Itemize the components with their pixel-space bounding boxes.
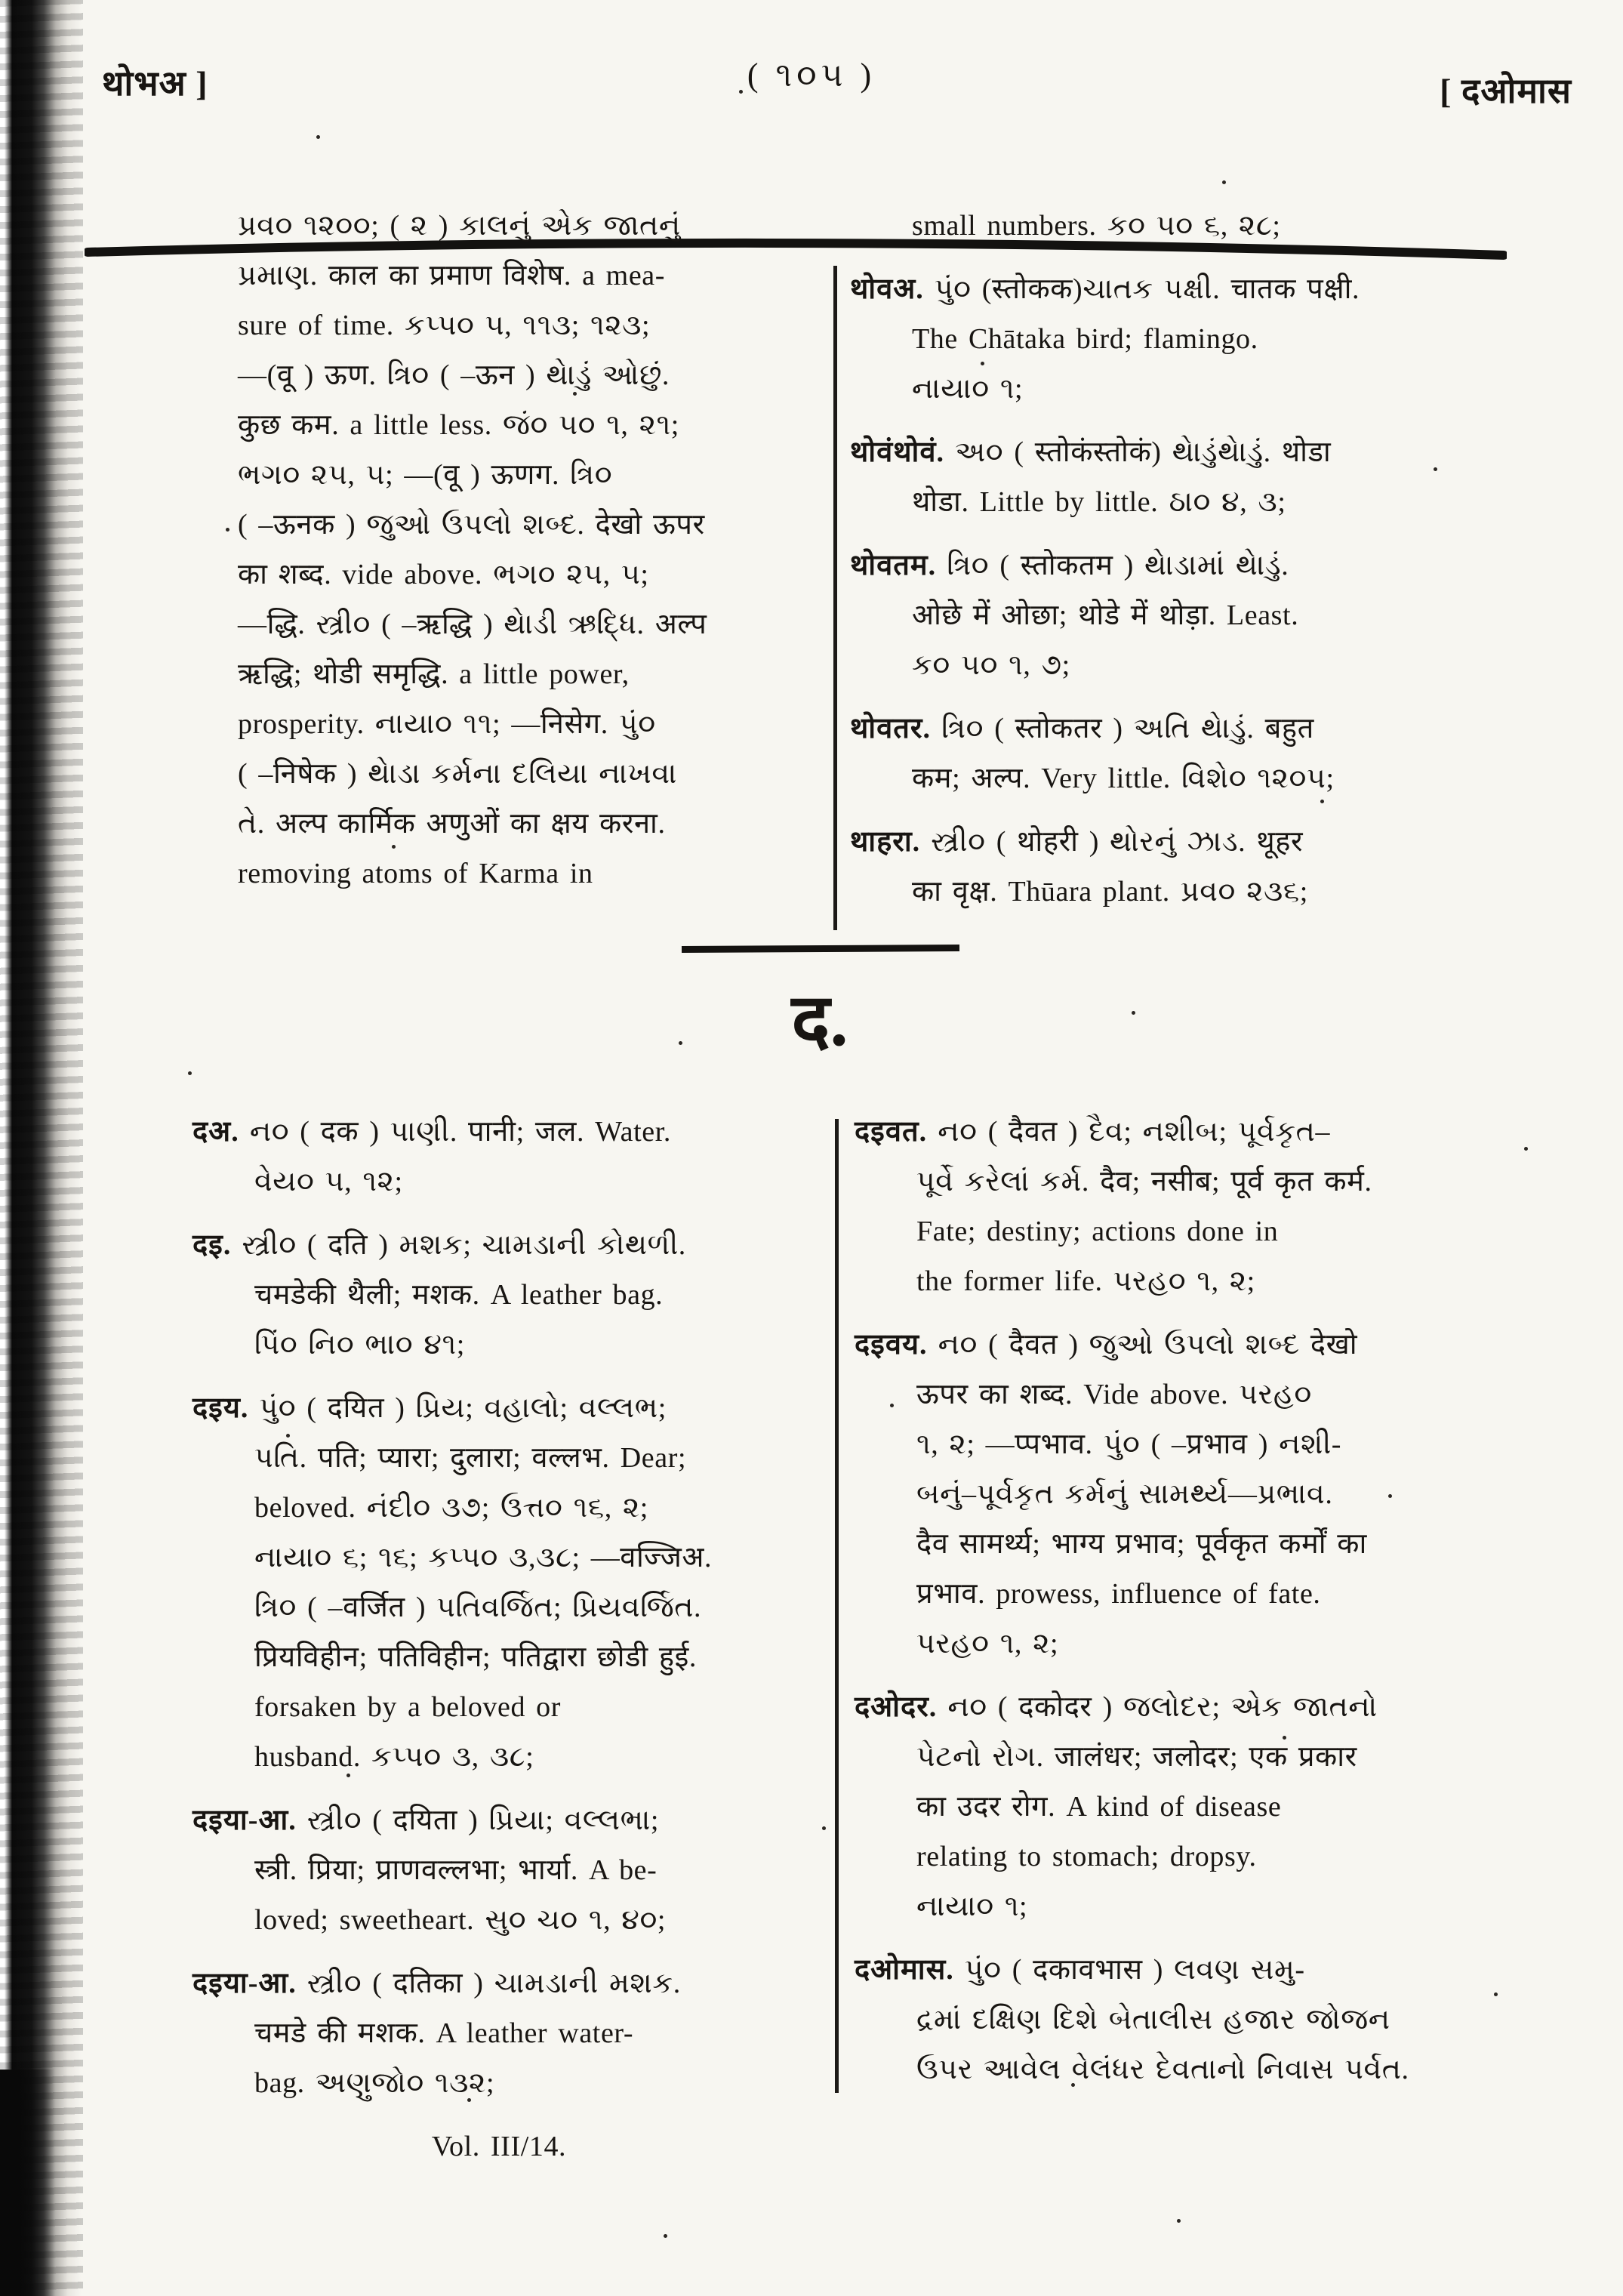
line-text: પું૦ (स्तोकक)ચાતક પક્ષી. चातक पक्षी. bbox=[923, 273, 1360, 305]
text-line bbox=[850, 314, 1573, 364]
upper-left-column bbox=[238, 201, 812, 898]
text-line bbox=[850, 364, 1573, 414]
line-text: ત્રિ૦ ( स्तोकतर ) અતિ થેાડું. बहुत bbox=[930, 713, 1314, 744]
line-text: कम; अल्प. Very little. વિશે૦ ૧૨૦૫; bbox=[912, 763, 1335, 794]
text-line bbox=[855, 1107, 1573, 1157]
text-line bbox=[192, 1959, 805, 2008]
line-text: का उदर रोग. A kind of disease bbox=[916, 1791, 1282, 1823]
headword: दइवत. bbox=[855, 1116, 928, 1148]
scan-noise-speckles bbox=[0, 0, 2, 2]
text-line bbox=[855, 1881, 1573, 1931]
text-line bbox=[238, 450, 812, 500]
line-text: બનું–પૂર્વકૃત કર્મનું સામર્થ્ય—પ્રભાવ. bbox=[916, 1478, 1333, 1510]
line-text: પિં૦ નિ૦ ભા૦ ૪૧; bbox=[254, 1329, 465, 1361]
line-text: સ્ત્રી૦ ( दतिका ) ચામડાની મશક. bbox=[296, 1968, 681, 1999]
text-line bbox=[238, 400, 812, 450]
line-text: ન૦ ( दैवत ) દૈવ; નશીબ; પૂર્વકૃત– bbox=[927, 1116, 1331, 1148]
text-line bbox=[238, 699, 812, 749]
line-text: का वृक्ष. Thūara plant. પ્રવ૦ ૨૩૬; bbox=[912, 876, 1308, 908]
text-line bbox=[855, 2045, 1573, 2094]
line-text: कुछ कम. a little less. જં૦ ૫૦ ૧, ૨૧; bbox=[238, 409, 679, 441]
line-text: અ૦ ( स्तोकंस्तोकं) થેાડુંથેાડું. थोडा bbox=[944, 436, 1332, 468]
text-line bbox=[855, 1782, 1573, 1832]
text-line bbox=[192, 1433, 805, 1483]
text-line bbox=[238, 500, 812, 550]
text-line bbox=[192, 1483, 805, 1533]
line-text: ૧, ૨; —प्पभाव. પું૦ ( –प्रभाव ) નશી- bbox=[916, 1428, 1342, 1460]
line-text: ન૦ ( दकोदर ) જલોદર; એક જાતનો bbox=[937, 1691, 1378, 1723]
text-line bbox=[238, 300, 812, 350]
line-text: removing atoms of Karma in bbox=[238, 858, 593, 889]
headword: दओमास. bbox=[855, 1954, 954, 1986]
text-line bbox=[850, 201, 1573, 251]
headword: थोवतम. bbox=[850, 550, 937, 581]
line-text: દ્રમાં દક્ષિણ દિશે બેતાલીસ હજાર જોજન bbox=[916, 2004, 1390, 2036]
text-line bbox=[850, 541, 1573, 590]
catchword-right: [ दओमास bbox=[1440, 72, 1572, 110]
line-text: વેય૦ ૫, ૧૨; bbox=[254, 1166, 403, 1197]
text-line bbox=[855, 1256, 1573, 1306]
line-text: પરહ૦ ૧, ૨; bbox=[916, 1628, 1059, 1660]
line-text: चमडे की मशक. A leather water- bbox=[254, 2017, 634, 2049]
line-text: ત્રિ૦ ( –वर्जित ) પતિવર્જિત; પ્રિયવર્જિત. bbox=[254, 1592, 702, 1623]
text-line bbox=[192, 1583, 805, 1632]
line-text: ऊपर का शब्द. Vide above. પરહ૦ bbox=[916, 1379, 1312, 1410]
text-line bbox=[192, 2008, 805, 2058]
text-line bbox=[850, 704, 1573, 754]
line-text: ( –निषेक ) થેાડા કર્મના દલિયા નાખવા bbox=[238, 758, 677, 790]
text-line bbox=[855, 1619, 1573, 1669]
text-line bbox=[850, 477, 1573, 527]
line-text: પૂર્વે કરેલાં કર્મ. दैव; नसीब; पूर्व कृत कर्म. bbox=[916, 1166, 1372, 1197]
upper-right-column bbox=[850, 201, 1573, 917]
headword: दइवय. bbox=[855, 1329, 928, 1361]
line-text: The Chātaka bird; flamingo. bbox=[912, 323, 1258, 355]
text-line bbox=[238, 749, 812, 799]
headword: दअ. bbox=[192, 1116, 239, 1148]
line-text: નાયા૦ ૧; bbox=[912, 373, 1024, 405]
scan-ink-blotch bbox=[0, 2069, 60, 2296]
scan-gutter-shadow bbox=[0, 0, 83, 2296]
line-text: ऋद्धि; थोडी समृद्धि. a little power, bbox=[238, 658, 630, 690]
line-text: પું૦ ( दकावभास ) લવણ સમુ- bbox=[953, 1954, 1305, 1986]
line-text: પેટનો રોગ. जालंधर; जलोदर; एक प्रकार bbox=[916, 1741, 1357, 1773]
text-line bbox=[192, 1732, 805, 1782]
line-text: સ્ત્રી૦ ( दयिता ) પ્રિયા; વલ્લભા; bbox=[296, 1804, 660, 1836]
text-line bbox=[192, 1795, 805, 1845]
column-divider-upper bbox=[833, 266, 837, 930]
line-text: ઉપર આવેલ વેલંધર દેવતાનો નિવાસ પર્વત. bbox=[916, 2054, 1409, 2085]
headword: थोवअ. bbox=[850, 273, 924, 305]
text-line bbox=[192, 2058, 805, 2108]
lower-left-column bbox=[192, 1107, 805, 2171]
text-line bbox=[192, 1383, 805, 1433]
line-text: પું૦ ( दयित ) પ્રિય; વહાલો; વલ્લભ; bbox=[248, 1392, 667, 1424]
text-line bbox=[855, 1732, 1573, 1782]
line-text: ન૦ ( दैवत ) જુઓ ઉપલો શબ્દ देखो bbox=[927, 1329, 1358, 1361]
text-line bbox=[192, 1157, 805, 1207]
page-number: ( ૧૦૫ ) bbox=[747, 57, 876, 94]
headword: दओदर. bbox=[855, 1691, 938, 1723]
headword: थोवंथोवं. bbox=[850, 436, 945, 468]
text-line bbox=[850, 590, 1573, 640]
headword: दइया-आ. bbox=[192, 1968, 297, 1999]
text-line bbox=[192, 2122, 805, 2171]
text-line bbox=[192, 1270, 805, 1320]
line-text: ભગ૦ ૨૫, ૫; —(वू ) ऊणग. ત્રિ૦ bbox=[238, 459, 613, 491]
line-text: bag. અણુજો૦ ૧૩૨; bbox=[254, 2067, 495, 2099]
line-text: —द्धि. સ્ત્રી૦ ( –ऋद्धि ) થેાડી ઋદ્ધિ. अल्प bbox=[238, 609, 707, 640]
text-line bbox=[855, 1469, 1573, 1519]
section-heading: द. bbox=[791, 980, 848, 1061]
text-line bbox=[855, 1320, 1573, 1370]
text-line bbox=[850, 754, 1573, 803]
line-text: sure of time. કપ્પ૦ ૫, ૧૧૩; ૧૨૩; bbox=[238, 310, 651, 341]
text-line bbox=[855, 1682, 1573, 1732]
line-text: loved; sweetheart. સુ૦ ચ૦ ૧, ૪૦; bbox=[254, 1904, 667, 1936]
line-text: प्रभाव. prowess, influence of fate. bbox=[916, 1578, 1321, 1610]
text-line bbox=[850, 867, 1573, 917]
text-line bbox=[238, 350, 812, 400]
catchword-left: थोभअ ] bbox=[102, 64, 208, 103]
lower-right-column bbox=[855, 1107, 1573, 2094]
text-line bbox=[238, 599, 812, 649]
line-text: चमडेकी थैली; मशक. A leather bag. bbox=[254, 1279, 664, 1311]
line-text: સ્ત્રી૦ ( दति ) મશક; ચામડાની કોથળી. bbox=[231, 1229, 686, 1261]
column-divider-lower bbox=[835, 1119, 839, 2093]
line-text: प्रियविहीन; पतिविहीन; पतिद्वारा छोडी हुई. bbox=[254, 1641, 698, 1673]
line-text: forsaken by a beloved or bbox=[254, 1691, 562, 1723]
text-line bbox=[855, 1995, 1573, 2045]
headword: थाहरा. bbox=[850, 826, 921, 858]
line-text: નાયા૦ ૧; bbox=[916, 1891, 1028, 1922]
text-line bbox=[855, 1370, 1573, 1419]
text-line bbox=[850, 427, 1573, 477]
text-line bbox=[238, 201, 812, 251]
line-text: ओछे में ओछा; थोडे में थोड़ा. Least. bbox=[912, 599, 1299, 631]
text-line bbox=[238, 649, 812, 699]
line-text: પ્રમાણ. काल का प्रमाण विशेष. a mea- bbox=[238, 260, 665, 291]
line-text: स्त्री. प्रिया; प्राणवल्लभा; भार्या. A be- bbox=[254, 1854, 658, 1886]
line-text: दैव सामर्थ्य; भाग्य प्रभाव; पूर्वकृत कर्मों का bbox=[916, 1528, 1367, 1560]
text-line bbox=[855, 1157, 1573, 1207]
text-line bbox=[238, 799, 812, 849]
line-text: પતિ. पति; प्यारा; दुलारा; वल्लभ. Dear; bbox=[254, 1442, 687, 1474]
text-line bbox=[855, 1419, 1573, 1469]
line-text: સ્ત્રી૦ ( थोहरी ) થોરનું ઝાડ. थूहर bbox=[920, 826, 1304, 858]
text-line bbox=[192, 1533, 805, 1583]
text-line bbox=[855, 1207, 1573, 1256]
text-line bbox=[192, 1320, 805, 1370]
line-text: ત્રિ૦ ( स्तोकतम ) થેાડામાં થેાડું. bbox=[936, 550, 1289, 581]
text-line bbox=[850, 264, 1573, 314]
text-line bbox=[238, 251, 812, 300]
text-line bbox=[238, 550, 812, 599]
text-line bbox=[192, 1220, 805, 1270]
section-divider-rule bbox=[682, 945, 959, 953]
line-text: —(वू ) ऊण. ત્રિ૦ ( –ऊन ) થેાડું ઓછું. bbox=[238, 359, 670, 391]
line-text: small numbers. ક૦ ૫૦ ૬, ૨૮; bbox=[912, 210, 1281, 242]
text-line bbox=[192, 1845, 805, 1895]
text-line bbox=[850, 640, 1573, 690]
headword: थोवतर. bbox=[850, 713, 931, 744]
headword: दइ. bbox=[192, 1229, 232, 1261]
line-text: તે. अल्प कार्मिक अणुओं का क्षय करना. bbox=[238, 808, 666, 840]
line-text: Fate; destiny; actions done in bbox=[916, 1216, 1279, 1247]
line-text: નાયા૦ ૬; ૧૬; કપ્પ૦ ૩,૩૮; —वज्जिअ. bbox=[254, 1542, 713, 1573]
line-text: prosperity. નાયા૦ ૧૧; —निसेग. પું૦ bbox=[238, 708, 656, 740]
line-text: थोडा. Little by little. ઠા૦ ૪, ૩; bbox=[912, 486, 1286, 518]
text-line bbox=[192, 1895, 805, 1945]
headword: दइया-आ. bbox=[192, 1804, 297, 1836]
text-line bbox=[850, 817, 1573, 867]
line-text: ( –ऊनक ) જુઓ ઉપલો શબ્દ. देखो ऊपर bbox=[238, 509, 705, 541]
line-text: का शब्द. vide above. ભગ૦ ૨૫, ૫; bbox=[238, 559, 649, 590]
line-text: ક૦ ૫૦ ૧, ૭; bbox=[912, 649, 1070, 681]
text-line bbox=[855, 1945, 1573, 1995]
text-line bbox=[855, 1569, 1573, 1619]
text-line bbox=[855, 1832, 1573, 1881]
line-text: Vol. III/14. bbox=[431, 2131, 567, 2162]
line-text: the former life. પરહ૦ ૧, ૨; bbox=[916, 1265, 1255, 1297]
text-line bbox=[855, 1519, 1573, 1569]
text-line bbox=[238, 849, 812, 898]
text-line bbox=[192, 1107, 805, 1157]
line-text: beloved. નંદી૦ ૩૭; ઉત્ત૦ ૧૬, ૨; bbox=[254, 1492, 648, 1524]
line-text: husband. કપ્પ૦ ૩, ૩૮; bbox=[254, 1741, 534, 1773]
headword: दइय. bbox=[192, 1392, 249, 1424]
text-line bbox=[192, 1632, 805, 1682]
line-text: પ્રવ૦ ૧૨૦૦; ( ૨ ) કાલનું એક જાતનું bbox=[238, 210, 681, 242]
line-text: relating to stomach; dropsy. bbox=[916, 1841, 1257, 1872]
line-text: ન૦ ( दक ) પાણી. पानी; जल. Water. bbox=[239, 1116, 671, 1148]
text-line bbox=[192, 1682, 805, 1732]
